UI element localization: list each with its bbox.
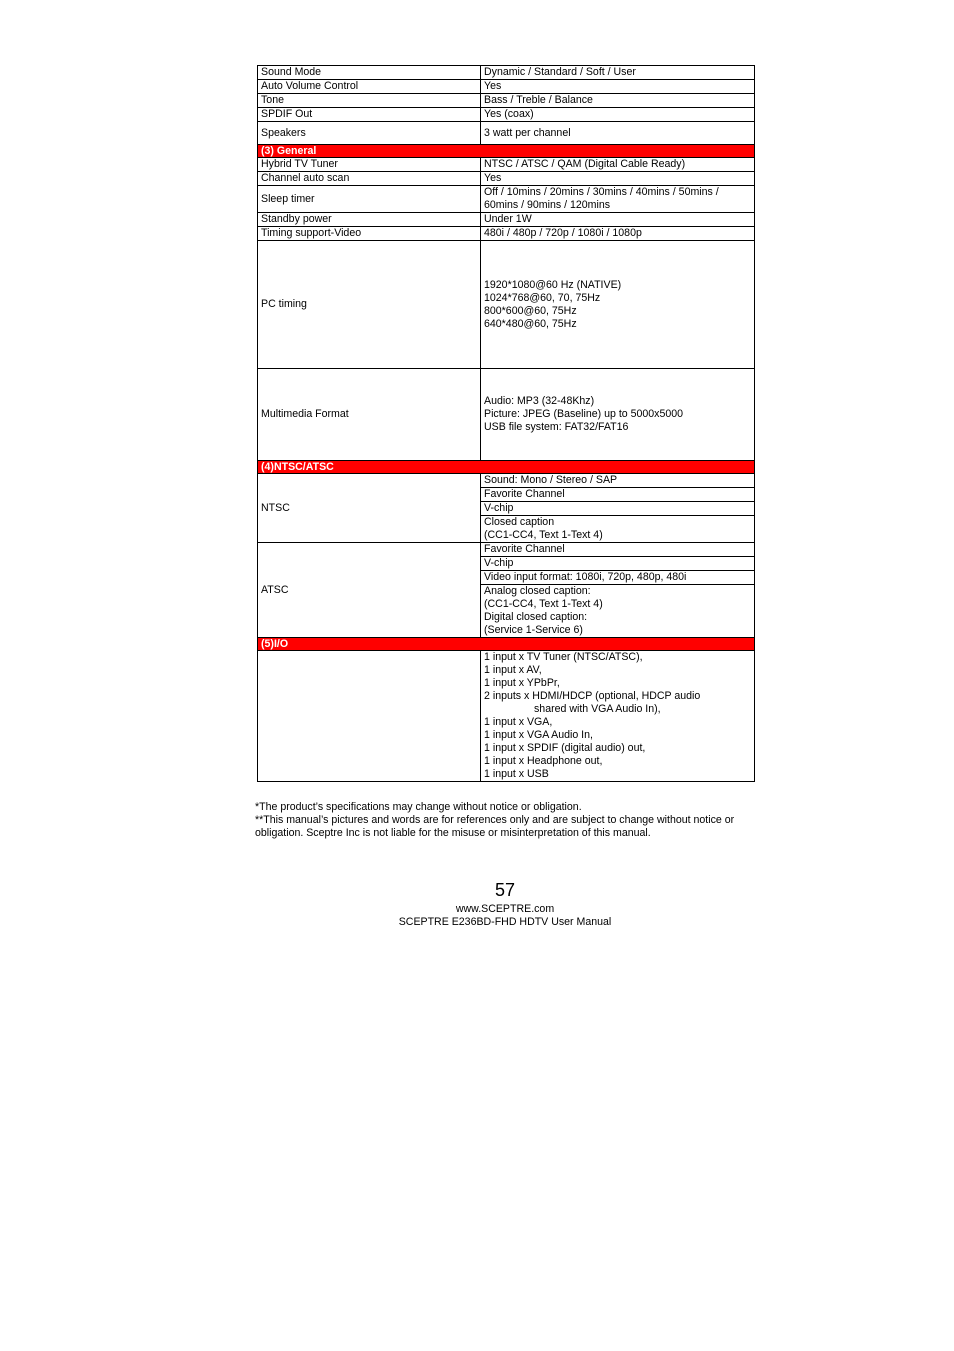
spec-table (257, 65, 755, 782)
row-value: 3 watt per channel (481, 122, 755, 145)
io-lines-a: 1 input x TV Tuner (NTSC/ATSC), 1 input x AV, 1 input x YPbPr, 2 inputs x HDMI/HDCP (optional, HDCP audio (484, 651, 701, 702)
row-value: Audio: MP3 (32-48Khz) Picture: JPEG (Baseline) up to 5000x5000 USB file system: FAT32/FAT16 (481, 369, 755, 461)
row-label: SPDIF Out (258, 108, 481, 122)
disclaimer-notes (255, 801, 760, 840)
row-value: Yes (481, 80, 755, 94)
row-value: Sound: Mono / Stereo / SAP (481, 474, 755, 488)
table-row (258, 80, 755, 94)
row-value: Video input format: 1080i, 720p, 480p, 480i (481, 571, 755, 585)
table-row (258, 369, 755, 461)
row-value: Off / 10mins / 20mins / 30mins / 40mins / 50mins / 60mins / 90mins / 120mins (481, 186, 755, 213)
row-value: V-chip (481, 502, 755, 516)
note-line: **This manual’s pictures and words are for references only and are subject to change without notice or obligation. Sceptre Inc is not liable for the misuse or misinterpretation of this manual. (255, 814, 735, 839)
row-value: 480i / 480p / 720p / 1080i / 1080p (481, 227, 755, 241)
table-row (258, 651, 755, 782)
io-lines-b: 1 input x VGA, 1 input x VGA Audio In, 1 input x SPDIF (digital audio) out, 1 input x Headphone out, 1 input x USB (484, 716, 646, 780)
row-label: NTSC (258, 474, 481, 543)
section-title: (5)I/O (258, 638, 755, 651)
website-text: www.SCEPTRE.com (455, 903, 555, 915)
row-value: Bass / Treble / Balance (481, 94, 755, 108)
table-row (258, 543, 755, 557)
section-header-ntsc-atsc (258, 461, 755, 474)
table-row (258, 241, 755, 369)
row-value: Favorite Channel (481, 488, 755, 502)
table-row (258, 94, 755, 108)
section-title: (4)NTSC/ATSC (258, 461, 755, 474)
row-label: Channel auto scan (258, 172, 481, 186)
table-row (258, 172, 755, 186)
row-label-empty (258, 651, 481, 782)
row-value: V-chip (481, 557, 755, 571)
table-row (258, 474, 755, 488)
row-label: Sleep timer (258, 186, 481, 213)
row-value (481, 651, 755, 782)
row-value: Under 1W (481, 213, 755, 227)
row-value: Yes (coax) (481, 108, 755, 122)
row-value: Dynamic / Standard / Soft / User (481, 66, 755, 80)
row-value: Closed caption (CC1-CC4, Text 1-Text 4) (481, 516, 755, 543)
page-number: 57 (494, 880, 516, 900)
row-label: Timing support-Video (258, 227, 481, 241)
row-label: PC timing (258, 241, 481, 369)
row-value: Yes (481, 172, 755, 186)
row-label: Sound Mode (258, 66, 481, 80)
table-row (258, 227, 755, 241)
row-value: Favorite Channel (481, 543, 755, 557)
manual-title: SCEPTRE E236BD-FHD HDTV User Manual (398, 916, 612, 928)
section-title: (3) General (258, 145, 755, 158)
row-label: Standby power (258, 213, 481, 227)
table-row (258, 108, 755, 122)
table-row (258, 213, 755, 227)
section-header-io (258, 638, 755, 651)
section-header-general (258, 145, 755, 158)
table-row (258, 122, 755, 145)
table-row (258, 158, 755, 172)
table-row (258, 186, 755, 213)
row-label: ATSC (258, 543, 481, 638)
row-value: NTSC / ATSC / QAM (Digital Cable Ready) (481, 158, 755, 172)
row-label: Speakers (258, 122, 481, 145)
row-label: Hybrid TV Tuner (258, 158, 481, 172)
row-value: 1920*1080@60 Hz (NATIVE) 1024*768@60, 70, 75Hz 800*600@60, 75Hz 640*480@60, 75Hz (481, 241, 755, 369)
note-line: *The product’s specifications may change without notice or obligation. (255, 801, 582, 813)
row-label: Multimedia Format (258, 369, 481, 461)
row-value: Analog closed caption: (CC1-CC4, Text 1-Text 4) Digital closed caption: (Service 1-Service 6) (481, 585, 755, 638)
io-line-indent: shared with VGA Audio In), (534, 703, 661, 715)
table-row (258, 66, 755, 80)
row-label: Tone (258, 94, 481, 108)
row-label: Auto Volume Control (258, 80, 481, 94)
